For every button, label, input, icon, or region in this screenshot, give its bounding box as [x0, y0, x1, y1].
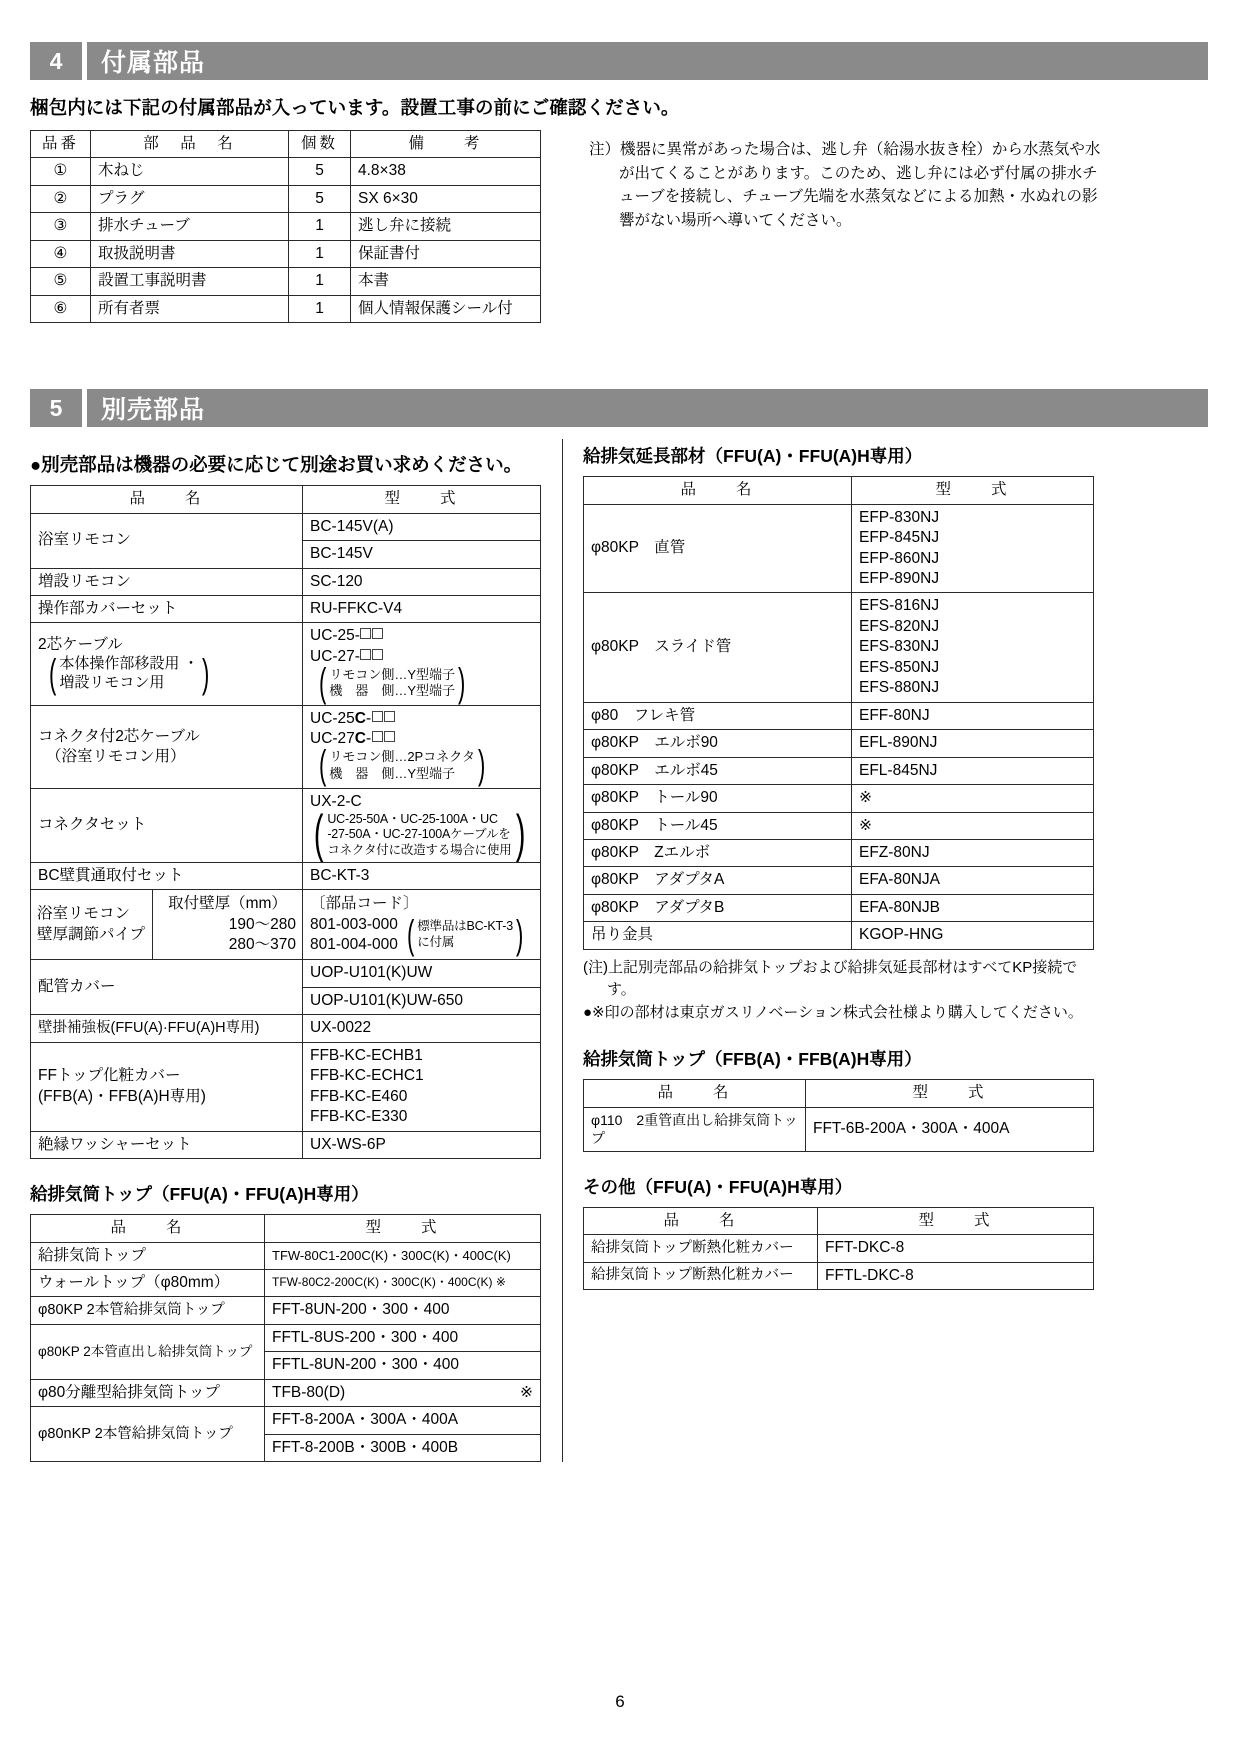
cell-part-name: φ80KP 2本管直出し給排気筒トップ — [31, 1324, 265, 1379]
ff-name-line2: (FFB(A)・FFB(A)H専用) — [38, 1087, 206, 1105]
paren-left-glyph: ( — [406, 912, 415, 957]
cell-part-name: 給排気筒トップ断熱化粧カバー — [584, 1235, 818, 1262]
cell-qty: 1 — [289, 213, 351, 240]
wallpipe-name-lines — [37, 904, 145, 945]
box-placeholder-icon — [372, 711, 383, 722]
wallpipe-name — [31, 890, 152, 959]
cell-model: BC-KT-3 — [303, 862, 541, 889]
cell-qty: 1 — [289, 295, 351, 322]
paren-right-glyph: ) — [477, 743, 486, 788]
other-ffu-heading: その他（FFU(A)・FFU(A)H専用） — [583, 1176, 853, 1197]
top-ffu-table — [30, 1214, 541, 1462]
col-header-partno: 品番 — [31, 131, 91, 158]
table-row — [584, 1235, 1094, 1262]
table-row — [31, 706, 541, 789]
footnote-2: ●※印の部材は東京ガスリノベーション株式会社様より購入してください。 — [583, 1003, 1083, 1021]
cell-remark: 保証書付 — [351, 240, 541, 267]
note-label: 注） — [589, 141, 621, 158]
note-body: 機器に異常があった場合は、逃し弁（給湯水抜き栓）から水蒸気や水が出てくることがあります。このため、逃し弁には必ず付属の排水チューブを接続し、チューブ先端を水蒸気などによる加熱・水ぬれの影響がない場所へ導いてください。 — [619, 141, 1101, 229]
cell-model: FFTL-8US-200・300・400 — [265, 1324, 541, 1351]
model-line-1: UC-25- — [310, 626, 533, 646]
section-4-number: 4 — [30, 42, 82, 80]
accessory-parts-table — [30, 130, 541, 323]
bold-c-letter: C — [354, 710, 366, 728]
table-row — [584, 922, 1094, 949]
wallpipe-split — [31, 890, 302, 959]
accessory-table-container — [30, 130, 541, 323]
cell-part-name: φ80KP エルボ45 — [584, 757, 852, 784]
paren-left-glyph: ( — [318, 660, 327, 705]
col-header-partname: 部 品 名 — [91, 131, 289, 158]
col-header-remark: 備 考 — [351, 131, 541, 158]
paren-line-1: リモコン側…2Pコネクタ — [329, 749, 475, 765]
table-header-row — [31, 486, 541, 513]
col-header-model: 型 式 — [818, 1207, 1094, 1234]
cell-model: TFW-80C2-200C(K)・300C(K)・400C(K) ※ — [265, 1269, 541, 1296]
wallpipe-name-line2: 壁厚調節パイプ — [37, 925, 146, 943]
paren-right-glyph: ) — [457, 660, 466, 705]
cell-model: UOP-U101(K)UW-650 — [303, 987, 541, 1014]
table-row — [31, 1324, 541, 1351]
model-line: EFP-830NJ — [859, 508, 940, 526]
model-line: EFP-860NJ — [859, 549, 940, 567]
cell-part-name: 増設リモコン — [31, 568, 303, 595]
table-header-row — [584, 477, 1094, 504]
thickness-value-2: 280～370 — [228, 935, 296, 953]
ff-model-3: FFB-KC-E460 — [310, 1087, 408, 1105]
paren-content — [417, 919, 513, 950]
paren-right-glyph: ) — [515, 805, 526, 864]
model-paren3 — [310, 805, 529, 864]
cell-model: BC-145V(A) — [303, 513, 541, 540]
partcode-1: 801-003-000 — [310, 915, 398, 933]
ext-parts-footnotes — [583, 957, 1095, 1025]
cell-qty: 1 — [289, 240, 351, 267]
section-5-body — [30, 439, 1208, 1462]
box-placeholder-icon — [372, 628, 383, 639]
paren-line-1: リモコン側…Y型端子 — [329, 666, 455, 682]
cell-part-name: φ80nKP 2本管給排気筒トップ — [31, 1407, 265, 1462]
col-header-model: 型 式 — [806, 1080, 1094, 1107]
cell-part-name: φ80分離型給排気筒トップ — [31, 1379, 265, 1406]
cell-model: FFT-DKC-8 — [818, 1235, 1094, 1262]
thickness-header: 取付壁厚（mm） — [168, 895, 287, 913]
model-line-2: UC-27C- — [310, 729, 533, 749]
section-5-number: 5 — [30, 389, 82, 427]
box-placeholder-icon — [372, 649, 383, 660]
cell-part-name: 壁掛補強板(FFU(A)·FFU(A)H専用) — [31, 1015, 303, 1042]
ff-model-4: FFB-KC-E330 — [310, 1108, 408, 1126]
cell-part-name: BC壁貫通取付セット — [31, 862, 303, 889]
col-header-name: 品 名 — [584, 1080, 806, 1107]
model-line: EFP-890NJ — [859, 569, 940, 587]
section-5-title: 別売部品 — [87, 389, 1208, 427]
cell-model: FFT-8UN-200・300・400 — [265, 1297, 541, 1324]
cell-model: FFTL-DKC-8 — [818, 1262, 1094, 1289]
cable-name-paren — [46, 651, 212, 696]
table-row — [31, 295, 541, 322]
partcode-row — [310, 912, 533, 957]
cell-partno: ① — [31, 158, 91, 185]
ext-parts-table-body — [584, 504, 1094, 949]
other-ffu-table — [583, 1207, 1094, 1290]
table-row — [584, 702, 1094, 729]
col-header-qty: 個数 — [289, 131, 351, 158]
table-row — [584, 785, 1094, 812]
cell-partno: ⑤ — [31, 268, 91, 295]
section-5-left-column — [30, 439, 542, 1462]
paren-content — [59, 655, 198, 693]
partcode-paren — [404, 912, 526, 957]
table-row — [584, 593, 1094, 702]
cell-model-ff — [303, 1042, 541, 1131]
cell-model-multi — [852, 593, 1094, 702]
cell-model: RU-FFKC-V4 — [303, 595, 541, 622]
paren-line-2: 機 器 側…Y型端子 — [329, 765, 455, 781]
cell-remark: 4.8×38 — [351, 158, 541, 185]
cell-part-name-conn-cable — [31, 706, 303, 789]
table-row — [31, 890, 541, 960]
top-ffu-table-body — [31, 1242, 541, 1462]
paren-left-glyph: ( — [313, 805, 324, 864]
cell-model: ※ — [852, 785, 1094, 812]
cell-part-name: 配管カバー — [31, 960, 303, 1015]
cell-model: SC-120 — [303, 568, 541, 595]
cell-model: BC-145V — [303, 541, 541, 568]
partcode-header: 〔部品コード〕 — [310, 895, 419, 913]
section-4-lead: 梱包内には下記の付属部品が入っています。設置工事の前にご確認ください。 — [30, 97, 680, 118]
cell-model: EFL-845NJ — [852, 757, 1094, 784]
cell-partname: プラグ — [91, 185, 289, 212]
col-header-model: 型 式 — [303, 486, 541, 513]
partcode-values — [310, 915, 398, 956]
optional-parts-table — [30, 485, 541, 1159]
cell-qty: 1 — [289, 268, 351, 295]
cell-part-name: φ80 フレキ管 — [584, 702, 852, 729]
paren-content — [327, 812, 511, 859]
table-row — [584, 867, 1094, 894]
conn-cable-name: コネクタ付2芯ケーブル — [38, 727, 200, 745]
table-row — [31, 862, 541, 889]
cell-partno: ③ — [31, 213, 91, 240]
cell-partname: 木ねじ — [91, 158, 289, 185]
paren-line-2: に付属 — [417, 934, 455, 949]
col-header-name: 品 名 — [31, 1215, 265, 1242]
table-row — [584, 504, 1094, 593]
footnote-1: (注)上記別売部品の給排気トップおよび給排気延長部材はすべてKP接続です。 — [583, 958, 1078, 999]
table-row — [584, 894, 1094, 921]
table-row — [31, 513, 541, 540]
cable-name-line1: 2芯ケーブル — [38, 636, 123, 654]
table-row — [584, 839, 1094, 866]
table-row — [584, 812, 1094, 839]
top-ffu-heading: 給排気筒トップ（FFU(A)・FFU(A)H専用） — [30, 1184, 369, 1205]
bold-c-letter: C — [354, 730, 366, 748]
asterisk-mark: ※ — [520, 1383, 533, 1401]
model-line-1: UC-25C- — [310, 709, 533, 729]
cell-model: EFF-80NJ — [852, 702, 1094, 729]
paren-line-1: UC-25-50A・UC-25-100A・UC — [327, 811, 498, 826]
cell-model: FFT-6B-200A・300A・400A — [806, 1107, 1094, 1151]
model-line-2: UC-27- — [310, 647, 533, 667]
cell-model: UX-WS-6P — [303, 1131, 541, 1158]
model-line: EFP-845NJ — [859, 529, 940, 547]
table-row — [584, 1107, 1094, 1151]
model-paren — [316, 660, 468, 705]
table-row — [31, 213, 541, 240]
ff-model-2: FFB-KC-ECHC1 — [310, 1067, 424, 1085]
cell-partname: 設置工事説明書 — [91, 268, 289, 295]
model-line: EFS-880NJ — [859, 679, 940, 697]
box-placeholder-icon — [360, 628, 371, 639]
cell-part-name: φ80KP 直管 — [584, 504, 852, 593]
cell-partno: ④ — [31, 240, 91, 267]
paren-left-glyph: ( — [318, 743, 327, 788]
paren-right-glyph: ) — [515, 912, 524, 957]
top-ffb-table-body — [584, 1107, 1094, 1151]
table-header-row — [31, 1215, 541, 1242]
model-line-1: UX-2-C — [310, 792, 362, 810]
cell-qty: 5 — [289, 158, 351, 185]
accessory-table-body — [31, 158, 541, 323]
cell-partno: ② — [31, 185, 91, 212]
ff-name-line1: FFトップ化粧カバー — [38, 1067, 181, 1085]
cell-part-name: φ80KP 2本管給排気筒トップ — [31, 1297, 265, 1324]
cell-model: ※ — [852, 812, 1094, 839]
table-row — [31, 268, 541, 295]
cell-part-name: 操作部カバーセット — [31, 595, 303, 622]
cell-model: EFA-80NJB — [852, 894, 1094, 921]
cell-part-name: φ80KP Zエルボ — [584, 839, 852, 866]
cell-part-name: コネクタセット — [31, 788, 303, 862]
table-row — [31, 1042, 541, 1131]
cell-part-name: 給排気筒トップ断熱化粧カバー — [584, 1262, 818, 1289]
cell-part-name: φ80KP アダプタB — [584, 894, 852, 921]
section-5-right-column — [583, 439, 1095, 1290]
cell-model: EFA-80NJA — [852, 867, 1094, 894]
table-row — [584, 757, 1094, 784]
table-row — [31, 960, 541, 987]
top-ffb-heading: 給排気筒トップ（FFB(A)・FFB(A)H専用） — [583, 1049, 922, 1070]
cell-model: TFW-80C1-200C(K)・300C(K)・400C(K) — [265, 1242, 541, 1269]
cell-remark: 逃し弁に接続 — [351, 213, 541, 240]
paren-content — [329, 749, 475, 782]
cell-model-conn-cable — [303, 706, 541, 789]
table-row — [31, 185, 541, 212]
paren-content — [329, 667, 455, 700]
table-row — [31, 568, 541, 595]
cell-part-name: φ80KP エルボ90 — [584, 730, 852, 757]
col-header-name: 品 名 — [584, 477, 852, 504]
col-header-name: 品 名 — [584, 1207, 818, 1234]
table-header-row — [584, 1207, 1094, 1234]
cell-partname: 排水チューブ — [91, 213, 289, 240]
cell-part-name: 吊り金具 — [584, 922, 852, 949]
box-placeholder-icon — [372, 731, 383, 742]
col-header-name: 品 名 — [31, 486, 303, 513]
table-header-row — [584, 1080, 1094, 1107]
cell-model-wallpipe — [303, 890, 541, 960]
section-4-title: 付属部品 — [87, 42, 1208, 80]
cell-part-name: φ80KP アダプタA — [584, 867, 852, 894]
cell-model-multi — [852, 504, 1094, 593]
page-number: 6 — [615, 1692, 625, 1711]
paren-left-glyph: ( — [48, 651, 57, 696]
table-row — [31, 1131, 541, 1158]
column-divider — [562, 439, 563, 1462]
table-header-row — [31, 131, 541, 158]
cell-part-name: φ80KP トール90 — [584, 785, 852, 812]
model-line: EFS-850NJ — [859, 658, 940, 676]
cell-model-connset — [303, 788, 541, 862]
table-row — [584, 1262, 1094, 1289]
table-row — [31, 1407, 541, 1434]
cell-model: FFTL-8UN-200・300・400 — [265, 1352, 541, 1379]
ext-parts-heading: 給排気延長部材（FFU(A)・FFU(A)H専用） — [583, 446, 923, 467]
section-4-note — [589, 138, 1109, 232]
cell-part-name: φ80KP スライド管 — [584, 593, 852, 702]
cell-qty: 5 — [289, 185, 351, 212]
col-header-model: 型 式 — [265, 1215, 541, 1242]
model-line: EFS-820NJ — [859, 617, 940, 635]
cell-model: UOP-U101(K)UW — [303, 960, 541, 987]
section-5-header — [30, 389, 1208, 427]
table-row — [31, 1242, 541, 1269]
thickness-value-1: 190～280 — [228, 915, 296, 933]
ext-parts-table — [583, 476, 1094, 950]
cell-part-name: φ80KP トール45 — [584, 812, 852, 839]
ff-model-1: FFB-KC-ECHB1 — [310, 1046, 423, 1064]
cell-partname: 所有者票 — [91, 295, 289, 322]
cell-remark: SX 6×30 — [351, 185, 541, 212]
table-row — [31, 595, 541, 622]
cell-partname: 取扱説明書 — [91, 240, 289, 267]
section-4-header — [30, 42, 1208, 80]
cell-part-name-cable — [31, 623, 303, 706]
wallpipe-name-line1: 浴室リモコン — [37, 905, 131, 923]
wallpipe-thickness-col — [152, 890, 302, 959]
table-row — [31, 1379, 541, 1406]
paren-right-glyph: ) — [201, 651, 209, 696]
cell-partno: ⑥ — [31, 295, 91, 322]
note-text — [589, 138, 1109, 232]
model-line: EFS-830NJ — [859, 638, 940, 656]
cell-part-name-wallpipe — [31, 890, 303, 960]
section-5-lead: ●別売部品は機器の必要に応じて別途お買い求めください。 — [30, 454, 523, 476]
optional-table-body — [31, 513, 541, 1158]
box-placeholder-icon — [360, 649, 371, 660]
model-line: EFS-816NJ — [859, 597, 940, 615]
table-row — [31, 788, 541, 862]
table-row — [584, 730, 1094, 757]
top-ffb-table — [583, 1079, 1094, 1151]
table-row — [31, 158, 541, 185]
partcode-2: 801-004-000 — [310, 935, 398, 953]
paren-line-3: コネクタ付に改造する場合に使用 — [327, 842, 512, 857]
cell-model-with-mark — [265, 1379, 541, 1406]
model-text: TFB-80(D) — [272, 1383, 346, 1401]
cell-part-name-ff — [31, 1042, 303, 1131]
section-4-body — [30, 130, 1208, 323]
table-row — [31, 240, 541, 267]
cell-part-name: φ110 2重管直出し給排気筒トップ — [584, 1107, 806, 1151]
paren-line-2: 機 器 側…Y型端子 — [329, 682, 455, 698]
cell-model: FFT-8-200A・300A・400A — [265, 1407, 541, 1434]
cell-model: FFT-8-200B・300B・400B — [265, 1434, 541, 1461]
cell-remark: 個人情報保護シール付 — [351, 295, 541, 322]
paren-line-1: 本体操作部移設用 ・ — [59, 655, 199, 673]
page-content — [30, 42, 1208, 1462]
cell-model-cable — [303, 623, 541, 706]
box-placeholder-icon — [384, 711, 395, 722]
cell-model: KGOP-HNG — [852, 922, 1094, 949]
cell-part-name: ウォールトップ（φ80mm） — [31, 1269, 265, 1296]
cell-part-name: 絶縁ワッシャーセット — [31, 1131, 303, 1158]
cell-part-name: 給排気筒トップ — [31, 1242, 265, 1269]
cell-model: EFL-890NJ — [852, 730, 1094, 757]
box-placeholder-icon — [384, 731, 395, 742]
conn-cable-subname: （浴室リモコン用） — [46, 747, 186, 765]
model-paren — [316, 743, 488, 788]
paren-line-2: 増設リモコン用 — [59, 674, 165, 692]
paren-line-2: -27-50A・UC-27-100Aケーブルを — [327, 827, 511, 842]
table-row — [31, 623, 541, 706]
cell-model: UX-0022 — [303, 1015, 541, 1042]
other-ffu-table-body — [584, 1235, 1094, 1290]
paren-line-1: 標準品はBC-KT-3 — [417, 919, 513, 934]
cell-remark: 本書 — [351, 268, 541, 295]
table-row — [31, 1297, 541, 1324]
table-row — [31, 1015, 541, 1042]
col-header-model: 型 式 — [852, 477, 1094, 504]
cell-part-name: 浴室リモコン — [31, 513, 303, 568]
cell-model: EFZ-80NJ — [852, 839, 1094, 866]
table-row — [31, 1269, 541, 1296]
